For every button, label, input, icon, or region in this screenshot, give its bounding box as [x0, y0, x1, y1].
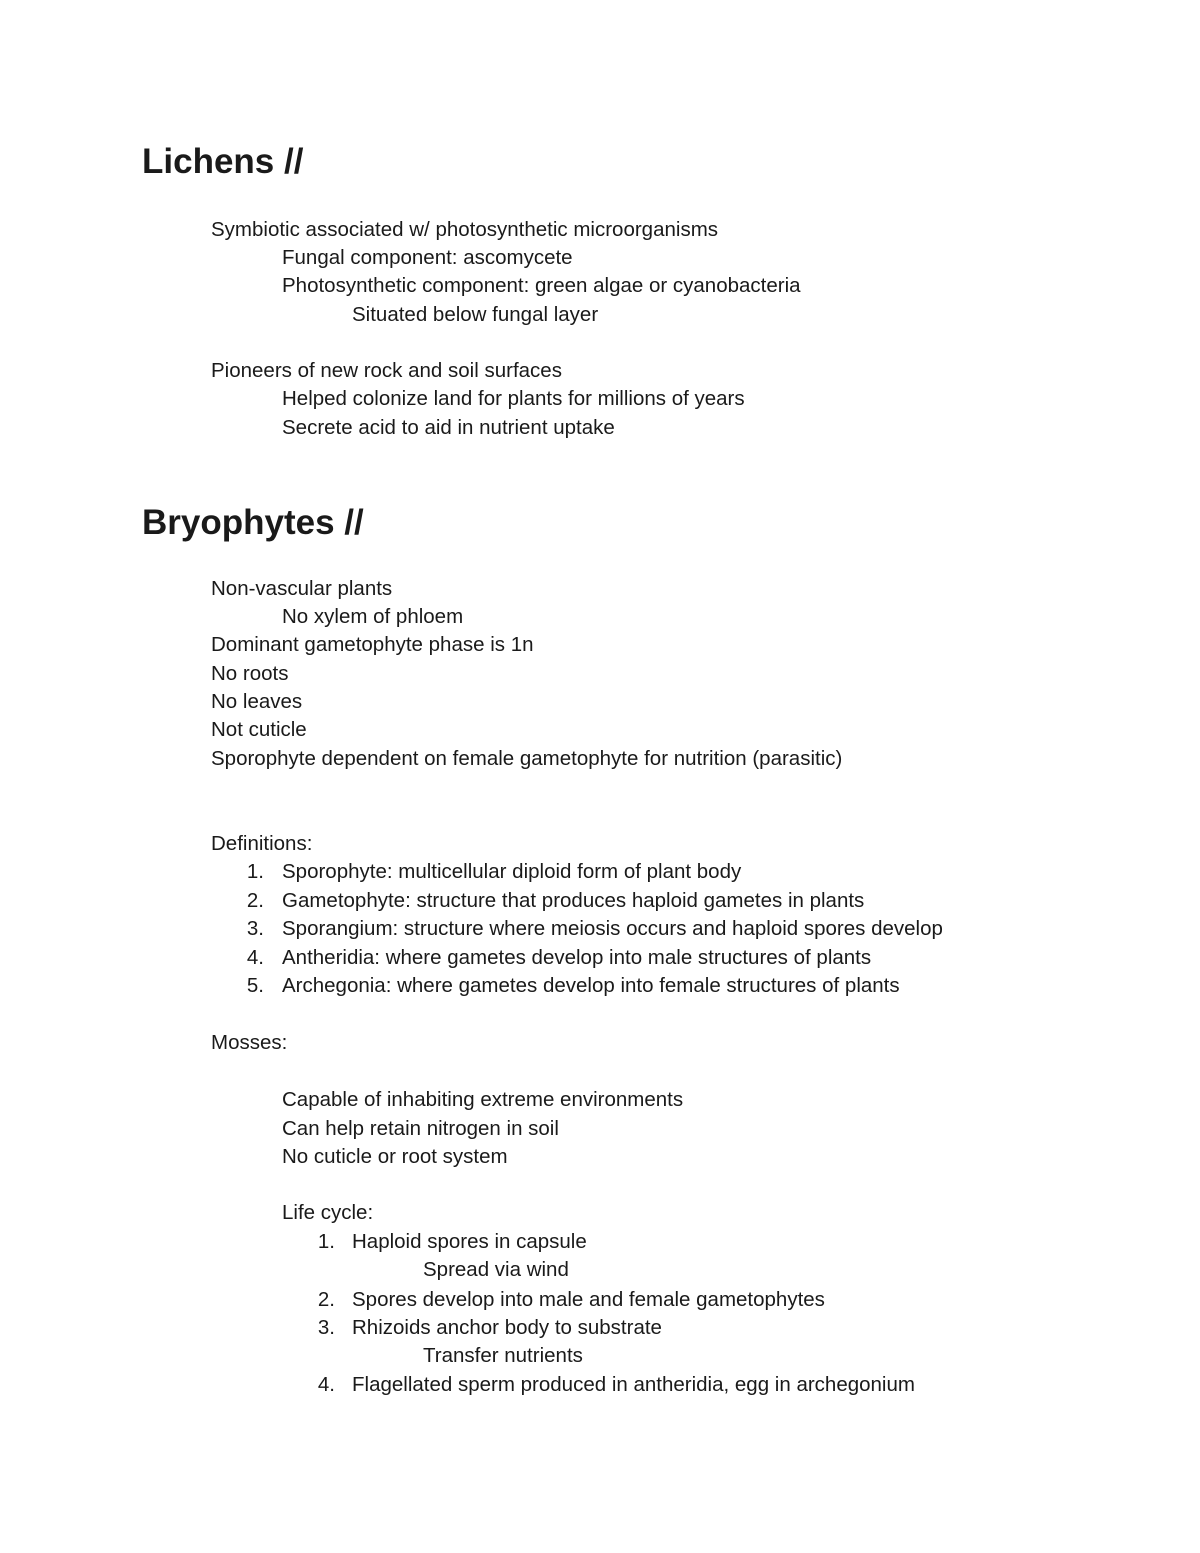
text-line: Situated below fungal layer	[352, 303, 599, 326]
list-item: Sporangium: structure where meiosis occurs and haploid spores develop	[282, 917, 943, 940]
text-line: Capable of inhabiting extreme environments	[282, 1088, 684, 1111]
list-item: Flagellated sperm produced in antheridia, egg in archegonium	[352, 1373, 915, 1396]
list-item: Gametophyte: structure that produces haploid gametes in plants	[282, 889, 865, 912]
list-number: 2.	[317, 1288, 335, 1311]
list-item: Spores develop into male and female gametophytes	[352, 1288, 825, 1311]
list-number: 3.	[246, 917, 264, 940]
text-line: Secrete acid to aid in nutrient uptake	[282, 416, 615, 439]
list-subitem: Transfer nutrients	[423, 1344, 583, 1367]
list-number: 1.	[317, 1230, 335, 1253]
text-line: Non-vascular plants	[211, 577, 393, 600]
list-number: 4.	[246, 946, 264, 969]
text-line: Symbiotic associated w/ photosynthetic microorganisms	[211, 218, 719, 241]
text-line: No leaves	[211, 690, 303, 713]
list-item: Rhizoids anchor body to substrate	[352, 1316, 662, 1339]
text-line: Fungal component: ascomycete	[282, 246, 573, 269]
list-item: Antheridia: where gametes develop into male structures of plants	[282, 946, 872, 969]
text-line: No roots	[211, 662, 289, 685]
list-number: 1.	[246, 860, 264, 883]
list-item: Haploid spores in capsule	[352, 1230, 587, 1253]
text-line: Helped colonize land for plants for millions of years	[282, 387, 745, 410]
text-line: Photosynthetic component: green algae or cyanobacteria	[282, 274, 801, 297]
text-line: Can help retain nitrogen in soil	[282, 1117, 559, 1140]
bryophytes-heading: Bryophytes //	[142, 503, 364, 542]
text-line: No xylem of phloem	[282, 605, 464, 628]
text-line: Not cuticle	[211, 718, 307, 741]
mosses-label: Mosses:	[211, 1031, 288, 1054]
list-item: Sporophyte: multicellular diploid form of plant body	[282, 860, 742, 883]
text-line: No cuticle or root system	[282, 1145, 508, 1168]
text-line: Dominant gametophyte phase is 1n	[211, 633, 534, 656]
definitions-label: Definitions:	[211, 832, 313, 855]
list-number: 4.	[317, 1373, 335, 1396]
text-line: Sporophyte dependent on female gametophyte for nutrition (parasitic)	[211, 747, 843, 770]
lichens-heading: Lichens //	[142, 142, 304, 181]
list-number: 5.	[246, 974, 264, 997]
text-line: Pioneers of new rock and soil surfaces	[211, 359, 562, 382]
list-subitem: Spread via wind	[423, 1258, 569, 1281]
list-item: Archegonia: where gametes develop into female structures of plants	[282, 974, 900, 997]
life-cycle-label: Life cycle:	[282, 1201, 374, 1224]
list-number: 3.	[317, 1316, 335, 1339]
list-number: 2.	[246, 889, 264, 912]
